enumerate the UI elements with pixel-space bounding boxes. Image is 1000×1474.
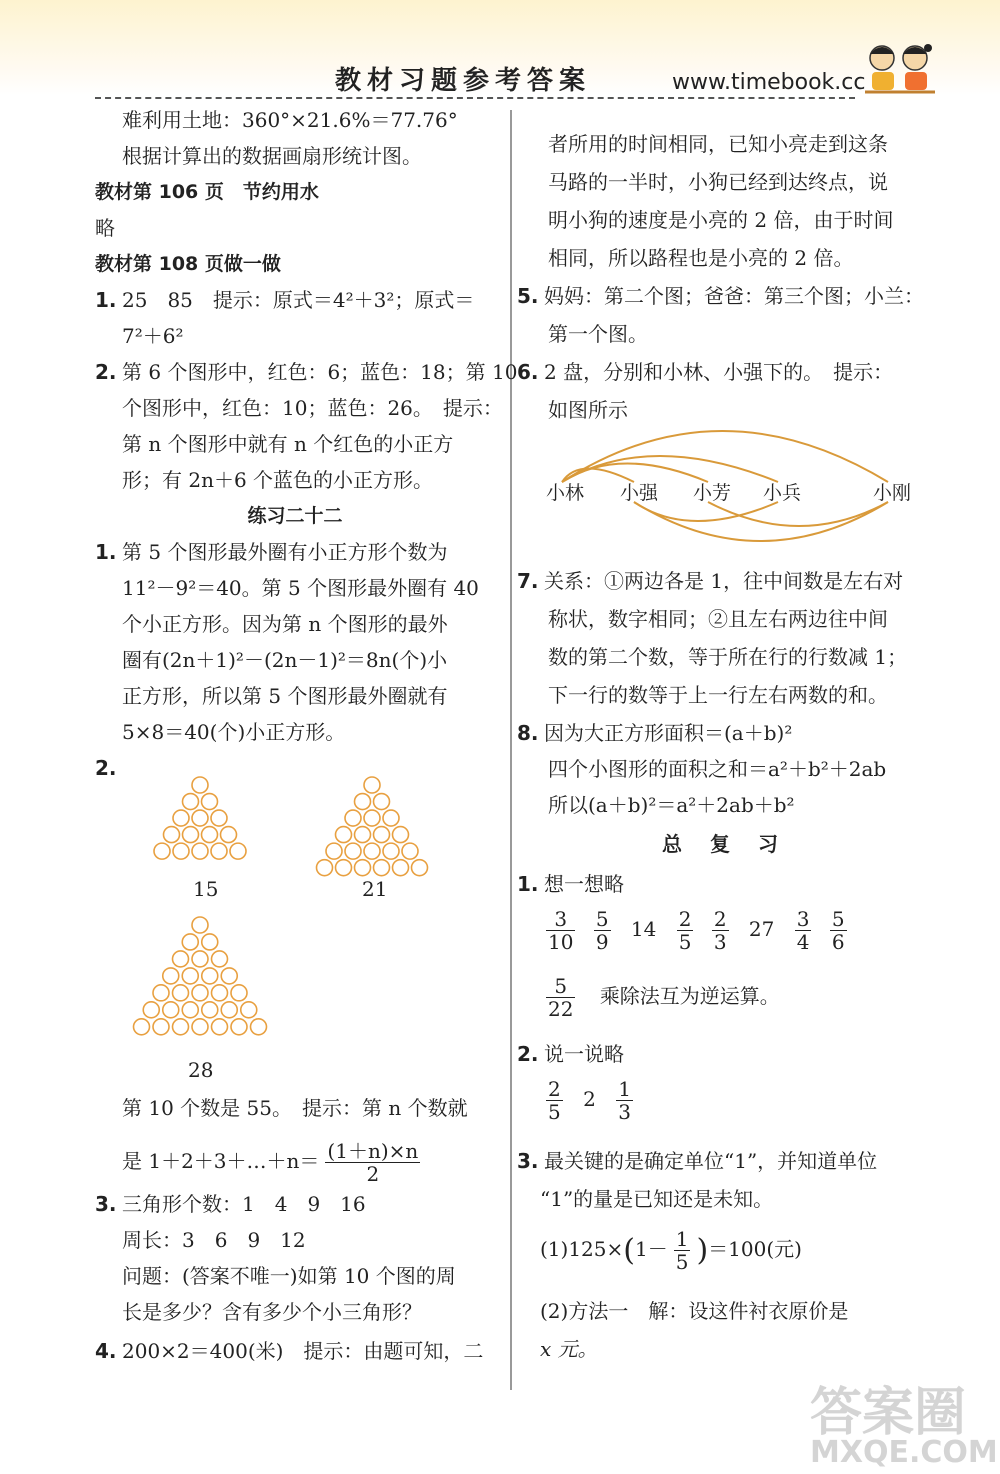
formula-line: (1)125×(1－ $\frac{1}{5}$ )＝100(元) bbox=[540, 1227, 802, 1274]
text-line: 个小正方形。因为第 n 个图形的最外 bbox=[122, 612, 448, 636]
circle-mark bbox=[154, 843, 170, 859]
circle-mark bbox=[402, 843, 418, 859]
item-number: 7. bbox=[517, 569, 539, 593]
arc-fang-gang bbox=[708, 502, 888, 526]
name-label: 小刚 bbox=[873, 482, 912, 504]
circle-mark bbox=[173, 843, 189, 859]
item-number: 1. bbox=[95, 288, 117, 312]
text-line: 圈有(2n＋1)²－(2n－1)²＝8n(个)小 bbox=[122, 648, 448, 672]
circle-mark bbox=[211, 810, 227, 826]
circle-mark bbox=[355, 860, 371, 876]
circle-mark bbox=[153, 985, 169, 1001]
circle-mark bbox=[383, 843, 399, 859]
watermark-url: MXQE.COM bbox=[810, 1435, 998, 1470]
text-line: “1”的量是已知还是未知。 bbox=[540, 1187, 774, 1211]
fraction: $\frac{3}{4}$ bbox=[796, 907, 810, 954]
cartoon-kids-icon bbox=[860, 40, 940, 95]
fraction: $\frac{1}{5}$ bbox=[675, 1227, 689, 1274]
circle-mark bbox=[336, 827, 352, 843]
name-label: 小林 bbox=[546, 482, 585, 504]
circle-mark bbox=[326, 843, 342, 859]
text-line: 难利用土地：360°×21.6%＝77.76° bbox=[122, 108, 458, 132]
circle-mark bbox=[202, 934, 218, 950]
item-number: 4. bbox=[95, 1339, 117, 1363]
circle-mark bbox=[134, 1019, 150, 1035]
text-line: 6. 2 盘，分别和小林、小强下的。 提示： bbox=[517, 360, 894, 384]
circle-mark bbox=[202, 794, 218, 810]
circle-mark bbox=[164, 827, 180, 843]
circle-mark bbox=[221, 1002, 237, 1018]
text-line: 四个小图形的面积之和＝a²＋b²＋2ab bbox=[548, 757, 887, 781]
value: 27 bbox=[748, 917, 775, 941]
text-line: 如图所示 bbox=[548, 398, 628, 422]
text-line: 2. 说一说略 bbox=[517, 1042, 624, 1066]
text-line: 数的第二个数，等于所在行的行数减 1； bbox=[548, 645, 908, 669]
triangle-15-circles bbox=[154, 777, 246, 859]
circle-mark bbox=[153, 1019, 169, 1035]
circle-mark bbox=[173, 1019, 189, 1035]
circle-mark bbox=[173, 951, 189, 967]
text-line: 3. 最关键的是确定单位“1”，并知道单位 bbox=[517, 1149, 878, 1173]
text-line: 7. 关系：①两边各是 1，往中间数是左右对 bbox=[517, 569, 904, 593]
fraction: $\frac{(1+n)\times n}{2}$ bbox=[327, 1139, 419, 1186]
triangle-label: 21 bbox=[362, 877, 388, 901]
circle-mark bbox=[163, 1002, 179, 1018]
text-line: 个图形中，红色：10；蓝色：26。 提示： bbox=[122, 396, 503, 420]
item-number: 5. bbox=[517, 284, 539, 308]
circle-mark bbox=[251, 1019, 267, 1035]
circle-mark bbox=[192, 985, 208, 1001]
circle-mark bbox=[192, 810, 208, 826]
circle-mark bbox=[182, 968, 198, 984]
fraction: $\frac{1}{3}$ bbox=[618, 1077, 631, 1124]
circle-mark bbox=[374, 860, 390, 876]
circle-mark bbox=[202, 1002, 218, 1018]
circle-mark bbox=[345, 843, 361, 859]
circle-mark bbox=[202, 827, 218, 843]
circle-mark bbox=[212, 951, 228, 967]
circle-mark bbox=[241, 1002, 257, 1018]
text-line: 是 1＋2＋3＋…＋n＝ bbox=[122, 1149, 320, 1173]
circle-mark bbox=[192, 951, 208, 967]
text-line: 略 bbox=[95, 216, 115, 240]
text-line: 4. 200×2＝400(米) 提示：由题可知，二 bbox=[95, 1339, 484, 1363]
fraction: $\frac{3}{10}$ bbox=[548, 907, 574, 954]
text-line: 5. 妈妈：第二个图；爸爸：第三个图；小兰： bbox=[517, 284, 924, 308]
triangle-label: 15 bbox=[193, 877, 219, 901]
text-line: 明小狗的速度是小亮的 2 倍，由于时间 bbox=[548, 208, 894, 232]
item-number: 6. bbox=[517, 360, 539, 384]
fraction-row bbox=[540, 975, 780, 1020]
name-label: 小强 bbox=[620, 482, 659, 504]
circle-mark bbox=[212, 1019, 228, 1035]
text-line: 第 10 个数是 55。 提示：第 n 个数就 bbox=[122, 1096, 468, 1120]
text-line: 第 6 个图形中，红色：6；蓝色：18；第 10 bbox=[122, 360, 518, 384]
circle-mark bbox=[345, 810, 361, 826]
section-heading: 练习二十二 bbox=[247, 505, 343, 527]
circle-mark bbox=[231, 985, 247, 1001]
section-heading: 教材第 106 页 节约用水 bbox=[95, 181, 319, 203]
header-url: www.timebook.cc bbox=[672, 70, 866, 95]
left-column bbox=[95, 102, 518, 786]
text-line: (2)方法一 解：设这件衬衣原价是 bbox=[540, 1299, 849, 1323]
item-number: 3. bbox=[95, 1192, 117, 1216]
value: 14 bbox=[630, 917, 657, 941]
fraction: $\frac{2}{5}$ bbox=[548, 1077, 561, 1124]
name-label: 小芳 bbox=[693, 482, 732, 504]
circle-mark bbox=[182, 934, 198, 950]
circle-mark bbox=[317, 860, 333, 876]
fraction: $\frac{2}{3}$ bbox=[713, 907, 727, 954]
fraction: $\frac{5}{22}$ bbox=[548, 974, 574, 1021]
triangle-label: 28 bbox=[188, 1058, 214, 1082]
circle-mark bbox=[173, 985, 189, 1001]
circle-mark bbox=[393, 860, 409, 876]
page-header-title: 教材习题参考答案 bbox=[335, 66, 592, 96]
fraction-row bbox=[540, 908, 853, 953]
item-number: 8. bbox=[517, 721, 539, 745]
text-line: 乘除法互为逆运算。 bbox=[599, 984, 780, 1008]
circle-triangles-figure bbox=[110, 775, 500, 1065]
text-line: 长是多少？含有多少个小三角形？ bbox=[122, 1300, 422, 1324]
formula-line bbox=[122, 1140, 426, 1185]
circle-mark bbox=[163, 968, 179, 984]
fraction-row bbox=[540, 1078, 639, 1123]
circle-mark bbox=[143, 1002, 159, 1018]
circle-mark bbox=[221, 968, 237, 984]
text-line: 下一行的数等于上一行左右两数的和。 bbox=[548, 683, 888, 707]
text-line: 周长：3 6 9 12 bbox=[122, 1228, 306, 1252]
text-line: 形；有 2n＋6 个蓝色的小正方形。 bbox=[122, 468, 434, 492]
value: 2 bbox=[583, 1087, 596, 1111]
text-line: 所以(a＋b)²＝a²＋2ab＋b² bbox=[548, 793, 795, 817]
circle-mark bbox=[192, 777, 208, 793]
text-line: 1. 想一想略 bbox=[517, 872, 624, 896]
text-line: 正方形，所以第 5 个图形最外圈就有 bbox=[122, 684, 448, 708]
item-number: 2. bbox=[95, 360, 117, 384]
circle-mark bbox=[383, 810, 399, 826]
circle-mark bbox=[183, 794, 199, 810]
watermark-logo: 答案圈 bbox=[810, 1383, 967, 1443]
circle-mark bbox=[192, 843, 208, 859]
text-line: 相同，所以路程也是小亮的 2 倍。 bbox=[548, 246, 854, 270]
triangle-21-circles bbox=[317, 777, 428, 876]
text-line: 马路的一半时，小狗已经到达终点，说 bbox=[548, 170, 888, 194]
circle-mark bbox=[212, 985, 228, 1001]
item-number: 2. bbox=[95, 756, 117, 780]
circle-mark bbox=[364, 843, 380, 859]
triangle-28-circles bbox=[134, 917, 267, 1035]
chess-match-diagram bbox=[540, 420, 930, 570]
circle-mark bbox=[374, 827, 390, 843]
circle-mark bbox=[211, 843, 227, 859]
text-line: 第 5 个图形最外圈有小正方形个数为 bbox=[122, 540, 448, 564]
text-line: x 元。 bbox=[540, 1337, 598, 1361]
arc-lin-gang bbox=[562, 431, 888, 482]
circle-mark bbox=[412, 860, 428, 876]
item-number: 2. bbox=[517, 1042, 539, 1066]
fraction: $\frac{2}{5}$ bbox=[678, 907, 692, 954]
text-line: 第 n 个图形中就有 n 个红色的小正方 bbox=[122, 432, 454, 456]
circle-mark bbox=[202, 968, 218, 984]
text-line: 25 85 提示：原式＝4²＋3²；原式＝ bbox=[122, 288, 475, 312]
text-line: 问题：(答案不唯一)如第 10 个图的周 bbox=[122, 1264, 456, 1288]
circle-mark bbox=[192, 1019, 208, 1035]
fraction: $\frac{5}{9}$ bbox=[595, 907, 609, 954]
item-number: 1. bbox=[517, 872, 539, 896]
circle-mark bbox=[336, 860, 352, 876]
text-line: 8. 因为大正方形面积＝(a＋b)² bbox=[517, 721, 793, 745]
section-heading: 教材第 108 页做一做 bbox=[95, 253, 281, 275]
circle-mark bbox=[393, 827, 409, 843]
circle-mark bbox=[192, 917, 208, 933]
circle-mark bbox=[374, 794, 390, 810]
text-line: 11²－9²＝40。第 5 个图形最外圈有 40 bbox=[122, 576, 479, 600]
fraction: $\frac{5}{6}$ bbox=[831, 907, 845, 954]
circle-mark bbox=[182, 1002, 198, 1018]
circle-mark bbox=[364, 777, 380, 793]
circle-mark bbox=[355, 794, 371, 810]
circle-mark bbox=[355, 827, 371, 843]
text-line: 根据计算出的数据画扇形统计图。 bbox=[122, 144, 422, 168]
text-line: 第一个图。 bbox=[548, 322, 648, 346]
circle-mark bbox=[183, 827, 199, 843]
circle-mark bbox=[364, 810, 380, 826]
text-line: 称状，数字相同；②且左右两边往中间 bbox=[548, 607, 888, 631]
text-line: 7²＋6² bbox=[122, 324, 184, 348]
column-divider bbox=[510, 110, 512, 1390]
item-number: 1. bbox=[95, 540, 117, 564]
text-line: 者所用的时间相同，已知小亮走到这条 bbox=[548, 132, 888, 156]
section-heading: 总 复 习 bbox=[662, 832, 782, 856]
item-number: 3. bbox=[517, 1149, 539, 1173]
circle-mark bbox=[221, 827, 237, 843]
text-line: 5×8＝40(个)小正方形。 bbox=[122, 720, 346, 744]
circle-mark bbox=[231, 1019, 247, 1035]
circle-mark bbox=[173, 810, 189, 826]
header-divider bbox=[95, 97, 855, 99]
name-label: 小兵 bbox=[763, 482, 802, 504]
circle-mark bbox=[230, 843, 246, 859]
text-line: 3. 三角形个数：1 4 9 16 bbox=[95, 1192, 366, 1216]
